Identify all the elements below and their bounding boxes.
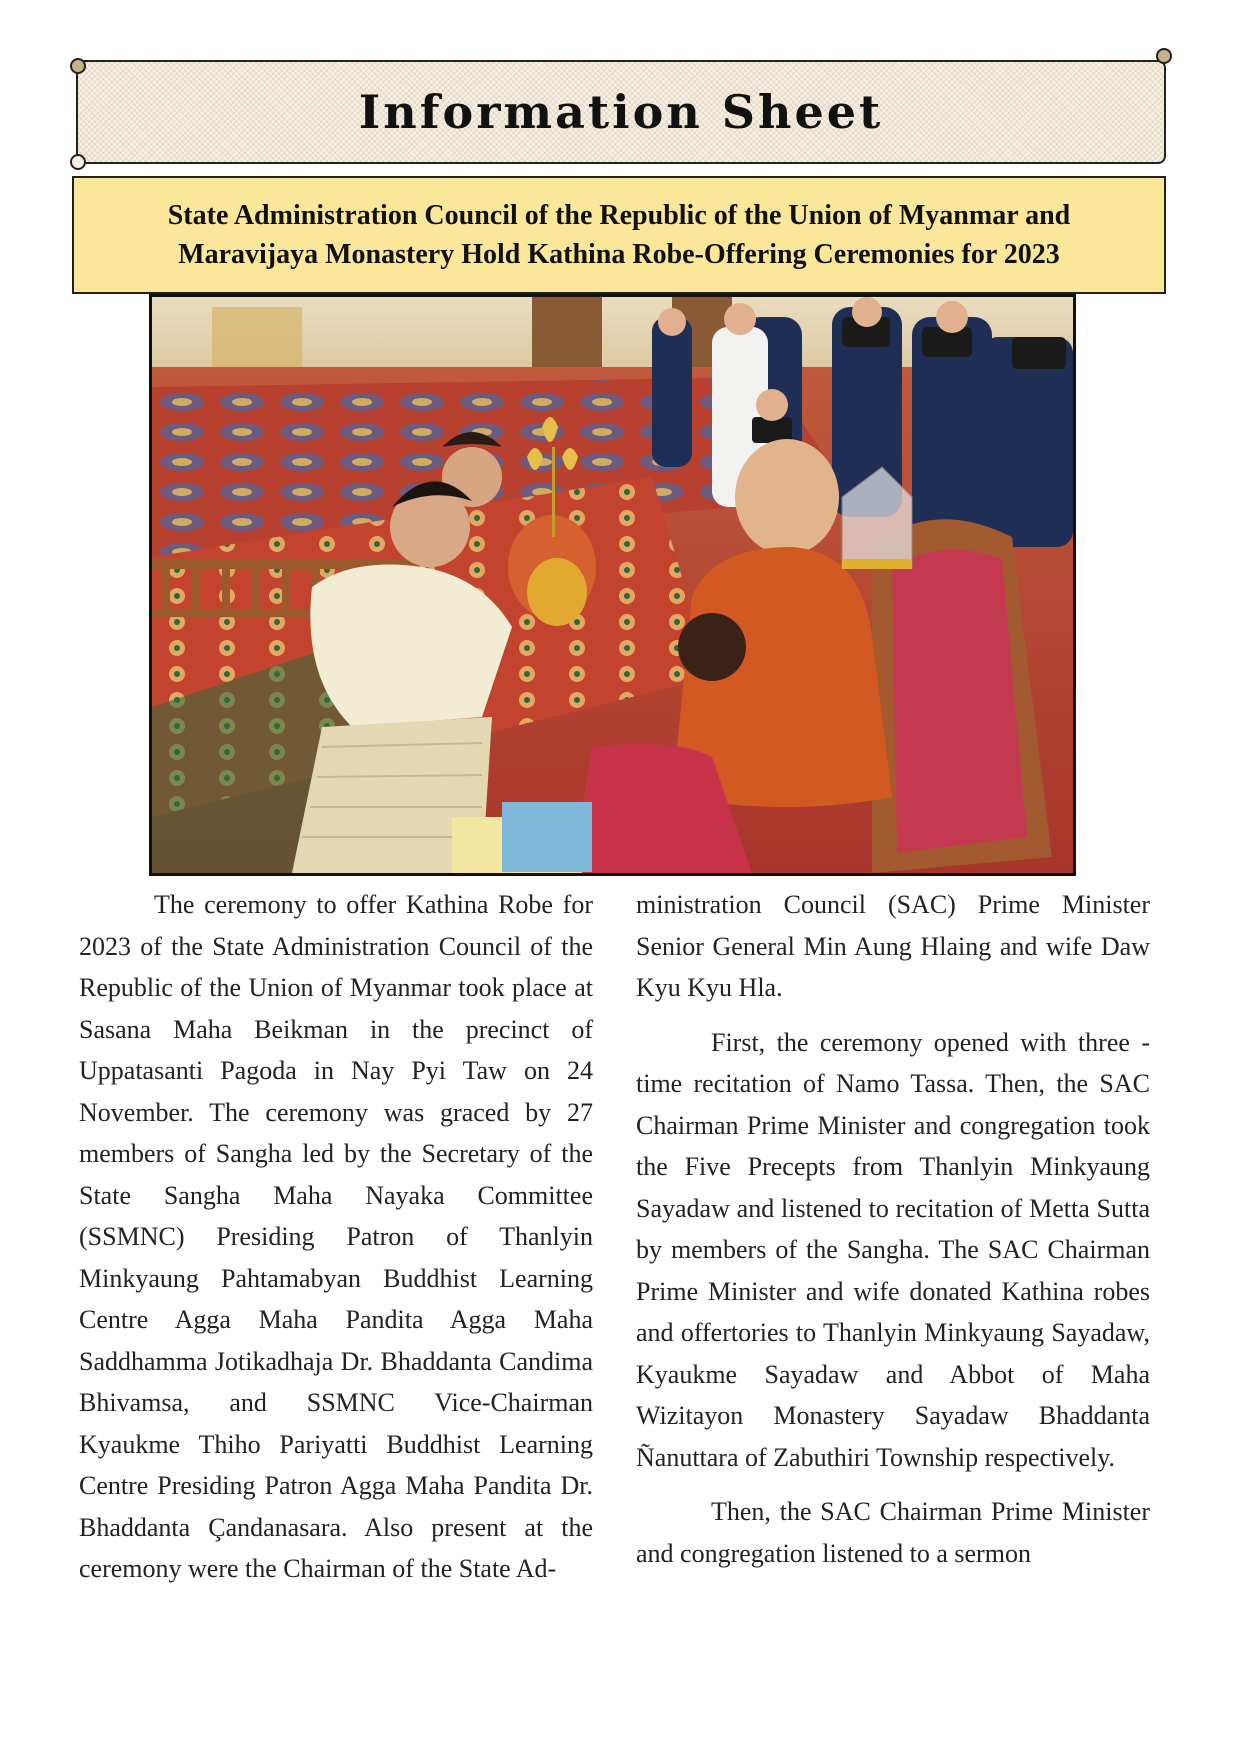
- headline-line-1: State Administration Council of the Republic of the Union of Myanmar and: [167, 200, 1071, 231]
- paragraph: Then, the SAC Chairman Prime Minister and congregation listened to a sermon: [636, 1497, 1150, 1568]
- paragraph: First, the ceremony opened with three -time recitation of Namo Tassa. Then, the SAC Chairman Prime Minister and congregation took the Five Precepts from Thanlyin Minkyaung Sayadaw and listened to recitation of Metta Sutta by members of the Sangha. The SAC Chairman Prime Minister and wife donated Kathina robes and offertories to Thanlyin Minkyaung Sayadaw, Kyaukme Sayadaw and Abbot of Maha Wizitayon Monastery Sayadaw Bhaddanta Ñanuttara of Zabuthiri Township respectively.: [636, 1027, 1150, 1472]
- scroll-curl-icon: [1156, 48, 1172, 64]
- article-left-column: [79, 884, 593, 1603]
- headline-line-2: Maravijaya Monastery Hold Kathina Robe-Offering Ceremonies for 2023: [178, 239, 1060, 270]
- article-right-column: [636, 884, 1150, 1587]
- paragraph: ministration Council (SAC) Prime Minister Senior General Min Aung Hlaing and wife Daw Kyu Kyu Hla.: [636, 890, 1150, 1002]
- page-title: Information Sheet: [358, 85, 884, 139]
- headline: [144, 196, 1095, 274]
- headline-box: [72, 176, 1166, 294]
- title-banner: [76, 60, 1166, 164]
- scroll-curl-icon: [70, 58, 86, 74]
- ceremony-photo: [149, 294, 1076, 876]
- paragraph: The ceremony to offer Kathina Robe for 2023 of the State Administration Council of the Republic of the Union of Myanmar took place at Sasana Maha Beikman in the precinct of Uppatasanti Pagoda in Nay Pyi Taw on 24 November. The ceremony was graced by 27 members of Sangha led by the Secretary of the State Sangha Maha Nayaka Committee (SSMNC) Presiding Patron of Thanlyin Minkyaung Pahtamabyan Buddhist Learning Centre Agga Maha Pandita Agga Maha Saddhamma Jotikadhaja Dr. Bhaddanta Candima Bhivamsa, and SSMNC Vice-Chairman Kyaukme Thiho Pariyatti Buddhist Learning Centre Presiding Patron Agga Maha Pandita Dr. Bhaddanta Çandanasara. Also present at the ceremony were the Chairman of the State Ad-: [79, 890, 593, 1583]
- ceremony-photo-icon: [152, 297, 1073, 873]
- scroll-curl-icon: [70, 154, 86, 170]
